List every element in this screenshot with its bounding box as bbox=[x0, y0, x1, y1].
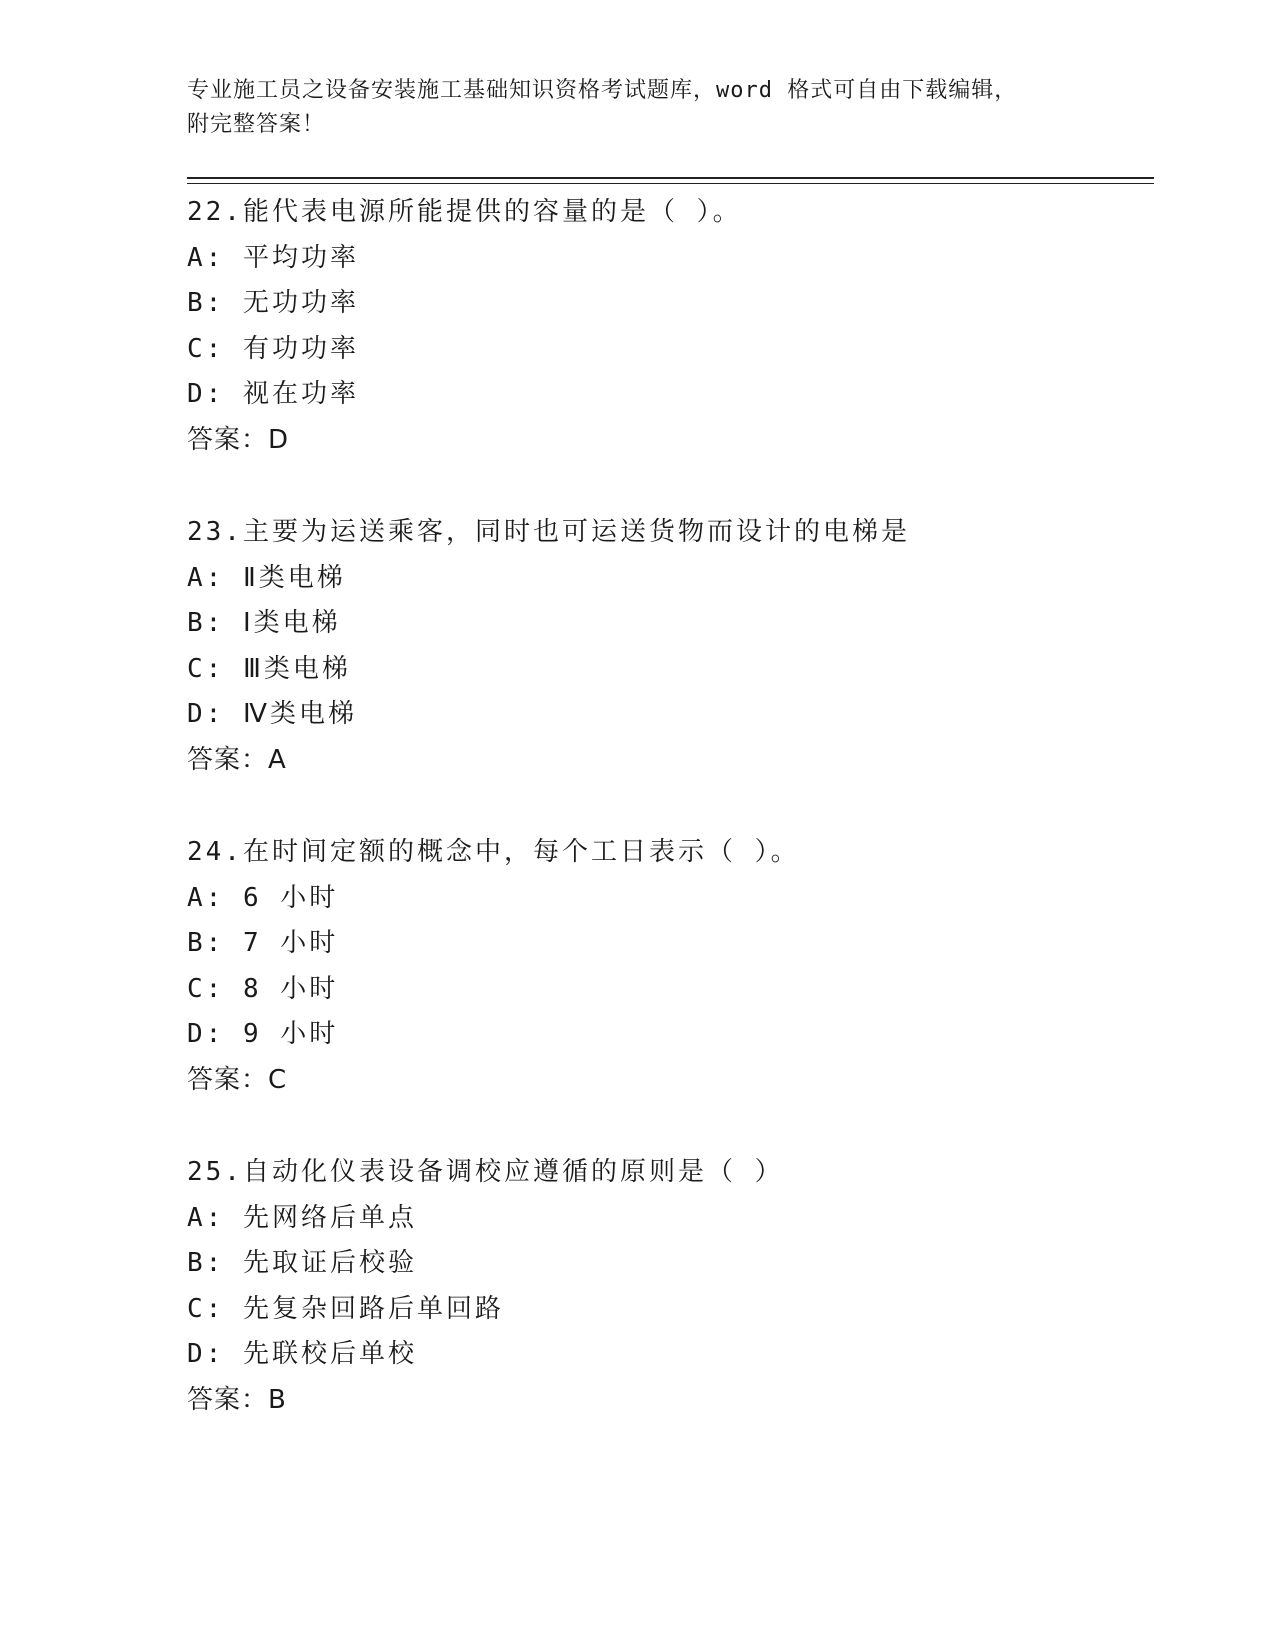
option-d: D: Ⅳ类电梯 bbox=[187, 699, 357, 729]
question-stem: 24.在时间定额的概念中，每个工日表示（ ）。 bbox=[187, 837, 800, 867]
option-d: D: 视在功率 bbox=[187, 379, 359, 409]
answer-line: 答案：D bbox=[187, 424, 290, 455]
option-b: B: 先取证后校验 bbox=[187, 1248, 417, 1278]
option-c: C: 8 小时 bbox=[187, 973, 339, 1004]
option-c: C: 有功功率 bbox=[187, 333, 359, 364]
option-a: A: 6 小时 bbox=[187, 882, 339, 913]
question-25 bbox=[187, 1150, 1147, 1470]
option-c: C: Ⅲ类电梯 bbox=[187, 653, 351, 684]
option-d: D: 9 小时 bbox=[187, 1019, 339, 1049]
question-stem: 25.自动化仪表设备调校应遵循的原则是（ ） bbox=[187, 1157, 784, 1187]
question-23 bbox=[187, 510, 1147, 830]
header-divider-thin bbox=[187, 183, 1154, 184]
header-divider-thick bbox=[187, 177, 1154, 179]
header-line-2: 附完整答案！ bbox=[187, 112, 326, 137]
option-b: B: 无功功率 bbox=[187, 288, 359, 318]
option-a: A: 先网络后单点 bbox=[187, 1202, 417, 1233]
option-b: B: 7 小时 bbox=[187, 928, 339, 958]
question-22 bbox=[187, 190, 1147, 510]
answer-line: 答案：A bbox=[187, 744, 287, 775]
option-c: C: 先复杂回路后单回路 bbox=[187, 1293, 504, 1324]
answer-line: 答案：C bbox=[187, 1064, 288, 1095]
question-24 bbox=[187, 830, 1147, 1150]
question-stem: 23.主要为运送乘客，同时也可运送货物而设计的电梯是 bbox=[187, 517, 910, 547]
question-list bbox=[187, 190, 1147, 1470]
header-line-1: 专业施工员之设备安装施工基础知识资格考试题库，word 格式可自由下载编辑， bbox=[187, 78, 1018, 103]
option-d: D: 先联校后单校 bbox=[187, 1339, 417, 1369]
question-stem: 22.能代表电源所能提供的容量的是（ ）。 bbox=[187, 197, 742, 227]
option-b: B: Ⅰ类电梯 bbox=[187, 608, 341, 638]
document-header bbox=[187, 74, 1087, 142]
option-a: A: Ⅱ类电梯 bbox=[187, 562, 346, 593]
answer-line: 答案：B bbox=[187, 1384, 287, 1415]
option-a: A: 平均功率 bbox=[187, 242, 359, 273]
